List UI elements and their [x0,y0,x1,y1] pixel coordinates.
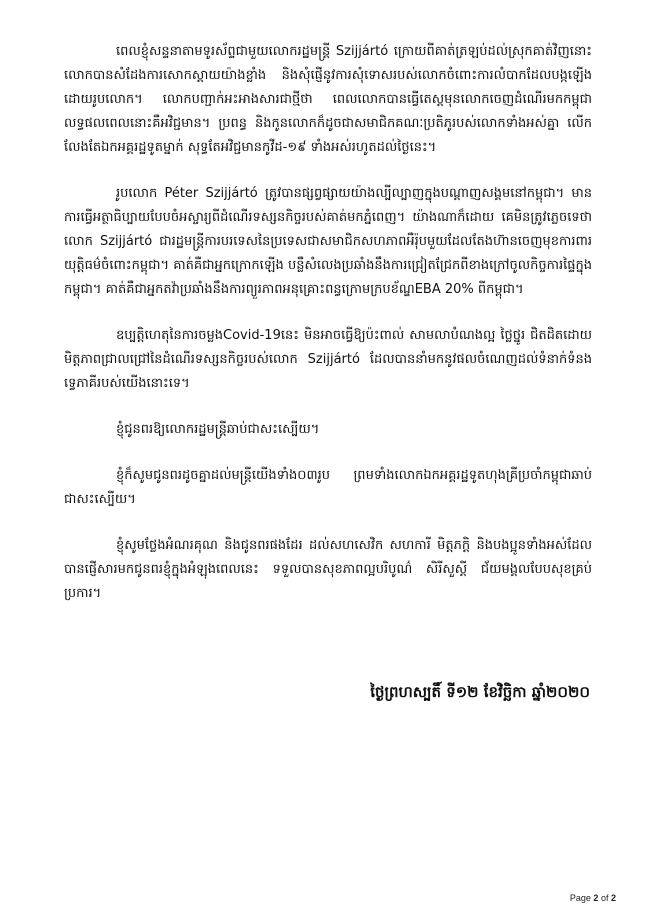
footer-total-pages: 2 [610,893,616,903]
paragraph-minister-profile: រូបលោក Péter Szijjártó ត្រូវបានផ្សព្វផ្សាយយ៉ាងល្បីល្បាញក្នុងបណ្តាញសង្គមនៅកម្ពុជា។ មានការធ្វើអត្ថាធិប្បាយបែបចំអស្ចារ្យពីដំណើរទស្សនកិច្ចរបស់គាត់មកភ្នំពេញ។ យ៉ាងណាក៏ដោយ គេមិនត្រូវភ្លេចទេថា លោក Szijjártó ជារដ្ឋមន្ត្រីការបរទេសនៃប្រទេសជាសមាជិកសហភាពអឺរ៉ុបមួយដែលតែងហ៊ានចេញមុខការពារយុត្តិធម៌ចំពោះកម្ពុជា។ គាត់គឺជាអ្នកក្រោកឡើង បន្លឺសំលេងប្រឆាំងនឹងការជ្រៀតជ្រែកពីខាងក្រៅចូលកិច្ចការផ្ទៃក្នុងកម្ពុជា។ គាត់គឺជាអ្នកតវ៉ាប្រឆាំងនឹងការព្យួរភាពអនុគ្រោះពន្ធក្រោមក្របខ័ណ្ឌEBA 20% ពីកម្ពុជា។ [64,186,592,297]
paragraph-thanks: ខ្ញុំសូមថ្លែងអំណរគុណ និងជូនពរផងដែរ ដល់សហសេវិក សហការី មិត្តភក្តិ និងបងប្អូនទាំងអស់ដែលបានផ្ញើសារមកជូនពរខ្ញុំក្នុងអំឡុងពេលនេះ ទទួលបានសុខភាពល្អបរិបូណ៌ សិរីសួស្តី ជ័យមង្គលបែបសុខគ្រប់ប្រការ។ [64,538,592,601]
page-number-footer [570,893,616,903]
paragraph-wish-officials: ខ្ញុំក៏សូមជូនពរដូចគ្នាដល់មន្ត្រីយើងទាំង០៣រូប ព្រមទាំងលោកឯកអគ្គរដ្ឋទូតហុងគ្រីប្រចាំកម្ពុជាឆាប់ជាសះស្បើយ។ [64,468,592,507]
paragraph-wish-minister: ខ្ញុំជូនពរឱ្យលោករដ្ឋមន្ត្រីឆាប់ជាសះស្បើយ។ [116,422,320,437]
letter-body [64,40,592,628]
paragraph-phone-call: ពេលខ្ញុំសន្ទនាតាមទូរស័ព្ទជាមួយលោករដ្ឋមន្ត្រី Szijjártó ក្រោយពីគាត់ត្រឡប់ដល់ស្រុកគាត់វិញនោះ លោកបានសំដែងការសោកស្តាយយ៉ាងខ្លាំង និងសុំផ្ញើនូវការសុំទោសរបស់លោកចំពោះការលំបាកដែលបង្កឡើងដោយរូបលោក។ លោកបញ្ជាក់អះអាងសារជាថ្មីថា ពេលលោកបានធ្វើតេស្តមុនលោកចេញដំណើរមកកម្ពុជា លទ្ធផលពេលនោះគឺអវិជ្ជមាន។ ប្រពន្ធ និងកូនលោកក៏ដូចជាសមាជិកគណៈប្រតិភូរបស់លោកទាំងអស់គ្នា លើកលែងតែឯកអគ្គរដ្ឋទូតម្នាក់ សុទ្ធតែអវិជ្ជមានកូវីដ-១៩ ទាំងអស់រហូតដល់ថ្ងៃនេះ។ [64,44,592,155]
footer-of-word: of [600,893,609,903]
footer-page-word: Page [569,893,591,903]
date-line: ថ្ងៃព្រហស្បតិ៍ ទី១២ ខែវិច្ឆិកា ឆ្នាំ២០២០ [370,683,590,701]
footer-current-page: 2 [593,893,599,903]
paragraph-covid-incident: ឧប្បត្តិហេតុនៃការចម្លងCovid-19នេះ មិនអាចធ្វើឱ្យប៉ះពាល់ សាមលាបំណងល្អ ថ្លៃថ្នូរ ជិតដិតដោយមិត្តភាពជ្រាលជ្រៅនៃដំណើរទស្សនកិច្ចរបស់លោក Szijjártó ដែលបាននាំមកនូវផលចំណេញដល់ទំនាក់ទំនងទ្វេភាគីរបស់យើងនោះទេ។ [64,328,592,391]
